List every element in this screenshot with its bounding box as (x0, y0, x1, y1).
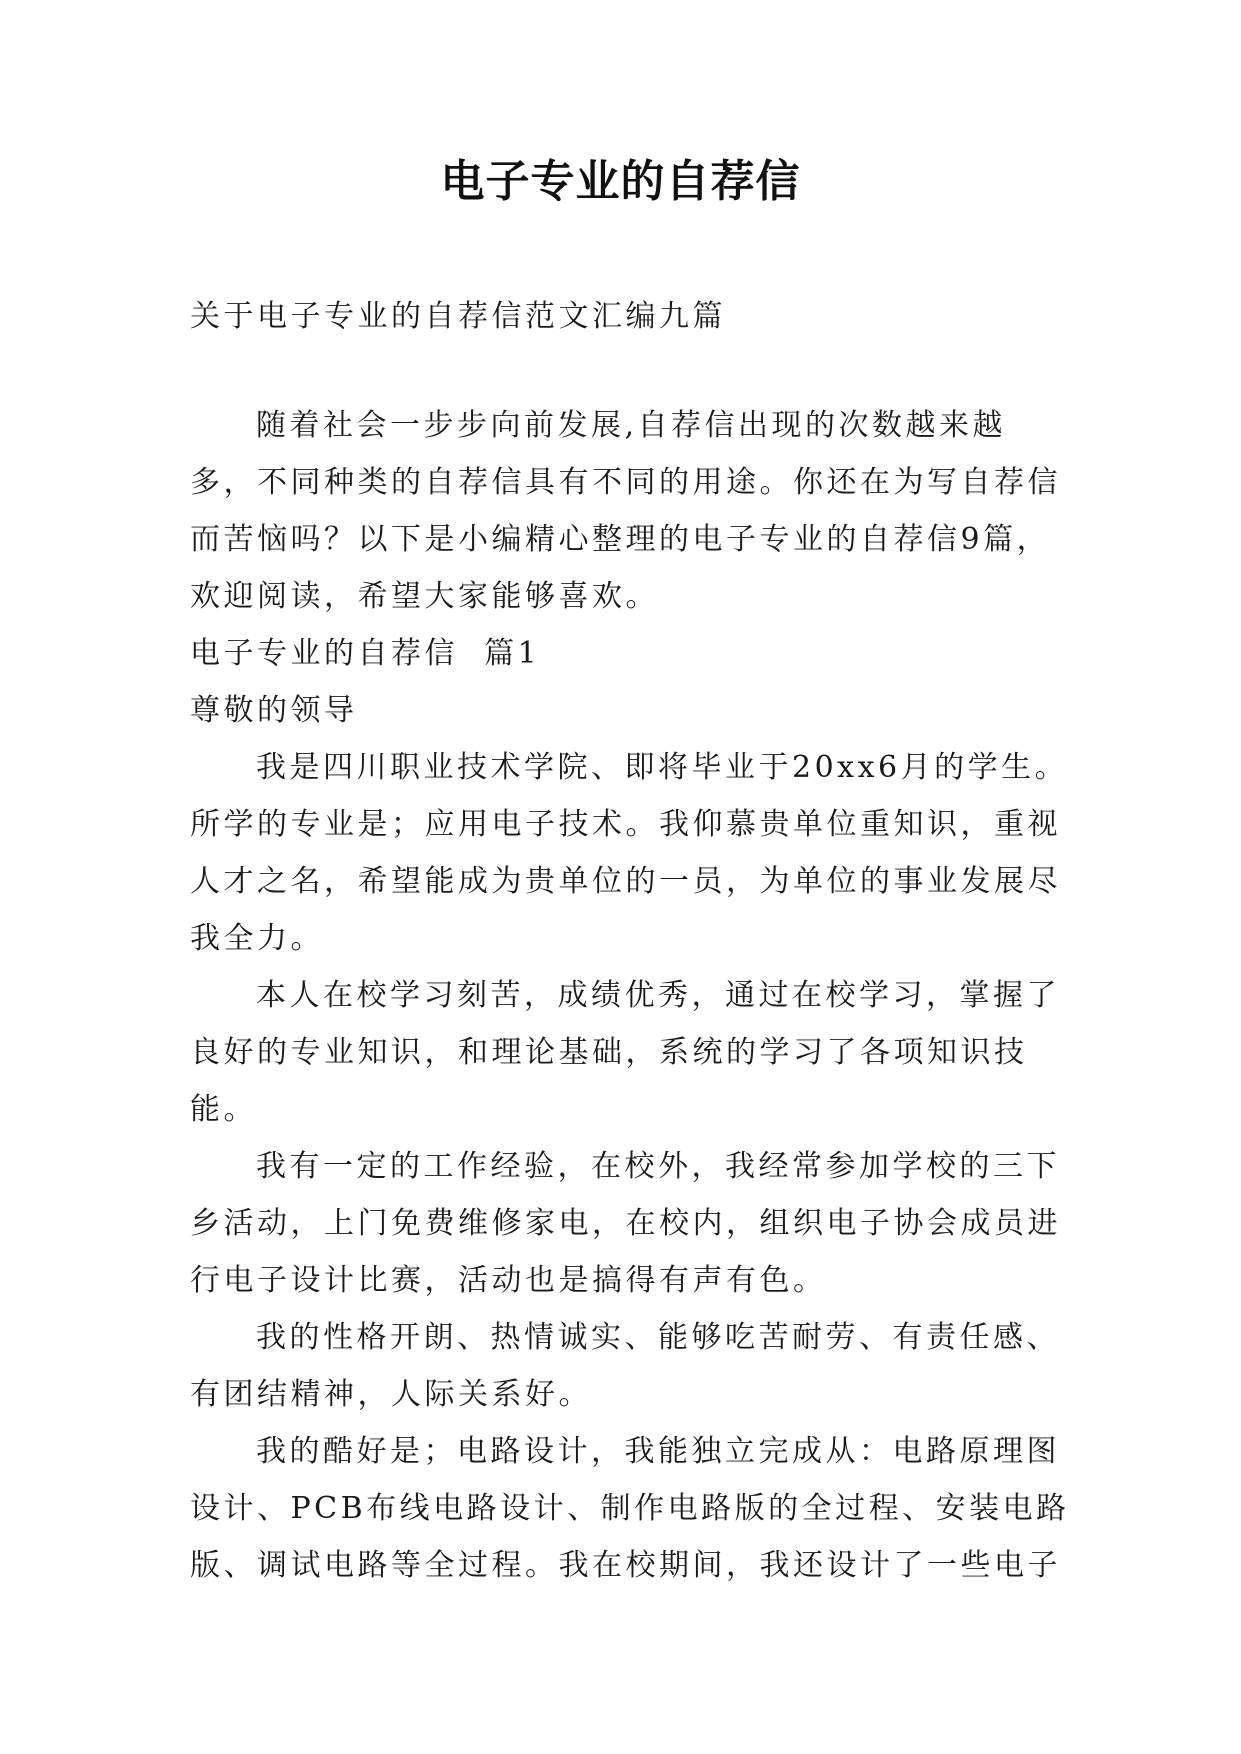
body-paragraph: 我是四川职业技术学院、即将毕业于20xx6月的学生。所学的专业是；应用电子技术。我仰慕贵单位重知识，重视人才之名，希望能成为贵单位的一员，为单位的事业发展尽我全力。 (190, 750, 1069, 956)
salutation: 尊敬的领导 (190, 693, 358, 728)
body-paragraph: 本人在校学习刻苦，成绩优秀，通过在校学习，掌握了良好的专业知识，和理论基础，系统的学习了各项知识技能。 (190, 978, 1060, 1127)
document-title: 电子专业的自荐信 (440, 156, 801, 207)
body-paragraph: 我有一定的工作经验，在校外，我经常参加学校的三下乡活动，上门免费维修家电，在校内，组织电子协会成员进行电子设计比赛，活动也是搞得有声有色。 (190, 1149, 1061, 1298)
section-heading: 电子专业的自荐信 篇1 (190, 636, 541, 671)
document-subtitle: 关于电子专业的自荐信范文汇编九篇 (190, 299, 726, 334)
document-body (190, 288, 1070, 1594)
intro-paragraph: 随着社会一步步向前发展,自荐信出现的次数越来越多，不同种类的自荐信具有不同的用途。你还在为写自荐信而苦恼吗？以下是小编精心整理的电子专业的自荐信9篇，欢迎阅读，希望大家能够喜欢。 (190, 408, 1061, 614)
body-paragraph: 我的酷好是；电路设计，我能独立完成从：电路原理图设计、PCB布线电路设计、制作电路版的全过程、安装电路版、调试电路等全过程。我在校期间，我还设计了一些电子 (190, 1434, 1070, 1583)
spacer (190, 345, 1070, 397)
body-paragraph: 我的性格开朗、热情诚实、能够吃苦耐劳、有责任感、有团结精神，人际关系好。 (190, 1320, 1060, 1412)
